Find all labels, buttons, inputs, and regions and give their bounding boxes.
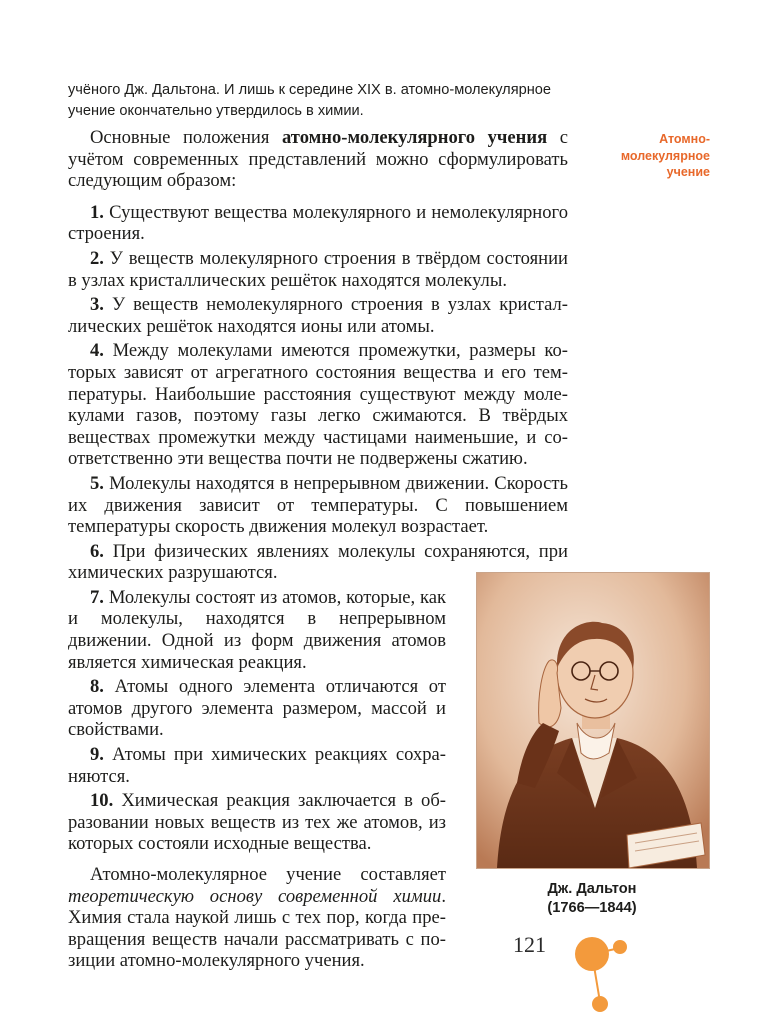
margin-note-line-2: молекулярное xyxy=(620,148,710,163)
closing-paragraph xyxy=(68,864,446,972)
dalton-portrait xyxy=(476,572,710,869)
principle-number: 2. xyxy=(90,247,104,269)
principle-number: 7. xyxy=(90,586,104,608)
portrait-caption xyxy=(476,880,708,918)
lead-term: атомно-молекулярного учения xyxy=(281,127,548,148)
principle-2 xyxy=(68,248,568,291)
principle-number: 4. xyxy=(90,340,104,362)
closing-after: . Химия стала наукой лишь с тех пор, когда превращения веществ начали рассматривать с позиции атомно-молекулярного учения. xyxy=(68,885,446,972)
lead-before: Основные положения xyxy=(90,127,282,148)
principle-text: Существуют вещества молекулярного и немолекулярного строения. xyxy=(68,201,568,245)
page-number: 121 xyxy=(513,932,546,957)
margin-note-line-3: учение xyxy=(666,165,710,179)
margin-note xyxy=(590,131,710,181)
principle-7 xyxy=(68,587,446,673)
principle-number: 1. xyxy=(90,201,104,223)
margin-note-line-1: Атомно- xyxy=(659,132,710,146)
lead-paragraph xyxy=(68,127,568,192)
principle-9 xyxy=(68,744,446,787)
principle-3 xyxy=(68,294,568,337)
principle-10 xyxy=(68,790,446,855)
intro-paragraph xyxy=(68,80,578,122)
principle-8 xyxy=(68,676,446,741)
principle-number: 6. xyxy=(90,540,104,562)
principle-1 xyxy=(68,202,568,245)
intro-line-1: учёного Дж. Дальтона. И лишь к середине XIX в. атомно-молекулярное xyxy=(68,82,552,98)
principle-5 xyxy=(68,473,568,538)
principle-text: Атомы при химических реакциях сохраняются. xyxy=(68,744,446,787)
principle-text: У веществ молекулярного строения в твёрдом состоянии в узлах кристаллических решёток находятся молекулы. xyxy=(68,247,568,291)
principle-text: Молекулы состоят из атомов, которые, как и молекулы, находятся в непрерывном движении. Одной из форм движения атомов является химическая реакция. xyxy=(68,586,446,673)
portrait-drawing xyxy=(477,573,709,868)
caption-name: Дж. Дальтон xyxy=(547,881,637,897)
principle-text: Между молекулами имеются промежутки, размеры которых зависят от агрегатного состояния вещества и его температуры. Наибольшие расстояния существуют между молекулами газов, поэтому газы легко сжимаются. В твёрдых веществах промежутки между частицами наименьшие, и соответственно эти вещества почти не подвержены сжатию. xyxy=(68,340,568,470)
principle-4 xyxy=(68,340,568,470)
principle-number: 10. xyxy=(90,790,114,812)
intro-line-2: учение окончательно утвердилось в химии. xyxy=(68,103,364,119)
closing-emphasis: теоретическую основу современной химии xyxy=(68,885,442,907)
closing-before: Атомно-молекулярное учение составляет xyxy=(90,864,446,885)
principle-number: 9. xyxy=(90,744,104,766)
lead-after: с учётом современных представлений можно сформулировать следующим образом: xyxy=(68,127,569,192)
principle-text: У веществ немолекулярного строения в узлах кристаллических решёток находятся ионы или атомы. xyxy=(68,294,568,337)
principle-text: Химическая реакция заключается в образовании новых веществ из тех же атомов, из которых состояли исходные вещества. xyxy=(68,790,446,855)
caption-years: (1766—1844) xyxy=(547,900,637,916)
molecule-icon xyxy=(562,918,642,1018)
principle-number: 3. xyxy=(90,294,104,316)
principle-number: 5. xyxy=(90,472,104,494)
principle-text: Молекулы находятся в непрерывном движении. Скорость их движения зависит от температуры. С повышением температуры скорость движения молекул возрастает. xyxy=(68,472,568,538)
principle-text: Атомы одного элемента отличаются от атомов другого элемента размером, массой и свойствами. xyxy=(68,676,446,741)
principle-text: При физических явлениях молекулы сохраняются, при химических разрушаются. xyxy=(68,540,568,584)
principle-number: 8. xyxy=(90,676,104,698)
